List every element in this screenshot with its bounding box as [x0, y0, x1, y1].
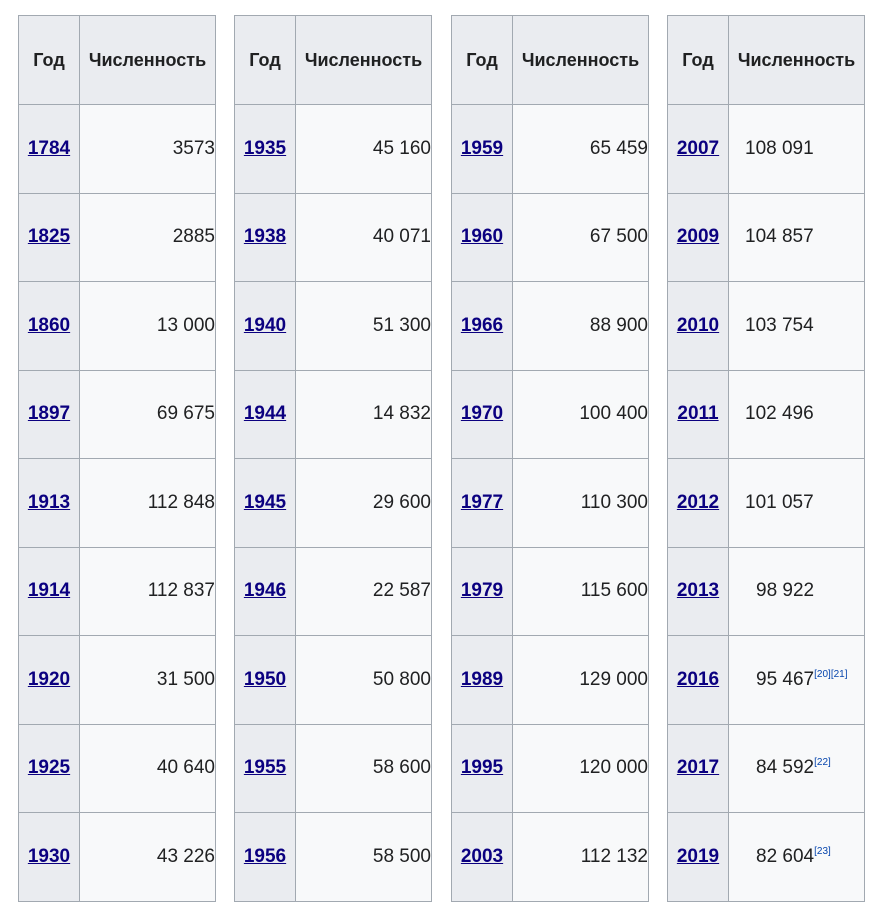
- year-link[interactable]: 1946: [243, 580, 287, 602]
- table-row: [668, 282, 865, 371]
- table-row: [452, 724, 649, 813]
- population-value: 29 600: [372, 491, 431, 513]
- population-value: 22 587: [372, 580, 431, 602]
- population-cell: [513, 636, 649, 725]
- table-row: [235, 636, 432, 725]
- population-value: 40 071: [372, 226, 431, 248]
- population-cell: [80, 282, 216, 371]
- year-link[interactable]: 1920: [27, 668, 71, 690]
- year-link[interactable]: 1960: [460, 226, 504, 248]
- population-value: 129 000: [579, 668, 648, 690]
- year-cell: [668, 547, 729, 636]
- reference-links: [814, 846, 831, 857]
- table-row: [19, 459, 216, 548]
- population-tables: [18, 15, 864, 901]
- table-row: [668, 370, 865, 459]
- year-cell: [668, 193, 729, 282]
- year-cell: [19, 813, 80, 902]
- population-cell: [729, 105, 865, 194]
- year-link[interactable]: 1825: [27, 226, 71, 248]
- table-row: [452, 813, 649, 902]
- population-value: 88 900: [589, 314, 648, 336]
- population-value: 43 226: [156, 845, 215, 867]
- reference-link[interactable]: [21]: [830, 668, 848, 680]
- year-link[interactable]: 2009: [676, 226, 720, 248]
- year-link[interactable]: 1913: [27, 491, 71, 513]
- year-cell: [19, 193, 80, 282]
- population-value: 101 057: [745, 491, 814, 513]
- population-value: 69 675: [156, 403, 215, 425]
- reference-link[interactable]: [22]: [814, 757, 831, 769]
- table-row: [19, 724, 216, 813]
- year-link[interactable]: 1995: [460, 757, 504, 779]
- year-link[interactable]: 1970: [460, 403, 504, 425]
- header-year: Год: [452, 16, 513, 105]
- header-population: Численность: [513, 16, 649, 105]
- table-row: [19, 370, 216, 459]
- population-cell: [513, 370, 649, 459]
- population-table-4: [667, 15, 865, 902]
- population-value: 100 400: [579, 403, 648, 425]
- year-cell: [235, 105, 296, 194]
- population-cell: [513, 813, 649, 902]
- year-cell: [235, 547, 296, 636]
- table-row: [235, 547, 432, 636]
- population-cell: [80, 724, 216, 813]
- table-row: [235, 193, 432, 282]
- reference-links: [814, 757, 831, 768]
- table-row: [235, 724, 432, 813]
- year-link[interactable]: 2012: [676, 491, 720, 513]
- table-row: [235, 370, 432, 459]
- population-cell: [729, 282, 865, 371]
- year-link[interactable]: 1955: [243, 757, 287, 779]
- population-cell: [296, 193, 432, 282]
- table-row: [19, 547, 216, 636]
- table-row: [19, 282, 216, 371]
- year-link[interactable]: 1945: [243, 491, 287, 513]
- year-cell: [235, 636, 296, 725]
- year-cell: [235, 459, 296, 548]
- population-cell: [296, 547, 432, 636]
- population-value: 67 500: [589, 226, 648, 248]
- reference-links: [814, 669, 847, 680]
- year-cell: [668, 370, 729, 459]
- year-link[interactable]: 1930: [27, 845, 71, 867]
- population-cell: [513, 724, 649, 813]
- year-link[interactable]: 2017: [676, 757, 720, 779]
- year-cell: [235, 282, 296, 371]
- year-link[interactable]: 2010: [676, 314, 720, 336]
- population-value: 115 600: [580, 580, 648, 602]
- year-cell: [668, 724, 729, 813]
- population-value: 58 600: [372, 757, 431, 779]
- year-link[interactable]: 1860: [27, 314, 71, 336]
- population-cell: [513, 105, 649, 194]
- population-value: 104 857: [745, 226, 814, 248]
- population-value: 65 459: [589, 137, 648, 159]
- population-value: 110 300: [580, 491, 648, 513]
- population-value: 58 500: [372, 845, 431, 867]
- population-value: 95 467: [756, 668, 815, 690]
- population-value: 51 300: [372, 314, 431, 336]
- year-link[interactable]: 2003: [460, 845, 504, 867]
- year-cell: [235, 724, 296, 813]
- table-row: [668, 636, 865, 725]
- population-cell: [513, 547, 649, 636]
- year-cell: [235, 813, 296, 902]
- population-cell: [296, 459, 432, 548]
- population-cell: [729, 724, 865, 813]
- year-link[interactable]: 1956: [243, 845, 287, 867]
- table-row: [668, 193, 865, 282]
- population-cell: [80, 193, 216, 282]
- year-link[interactable]: 1989: [460, 668, 504, 690]
- population-cell: [296, 636, 432, 725]
- table-row: [452, 547, 649, 636]
- year-cell: [19, 724, 80, 813]
- population-cell: [80, 105, 216, 194]
- population-cell: [513, 459, 649, 548]
- population-cell: [296, 105, 432, 194]
- year-link[interactable]: 2016: [676, 668, 720, 690]
- year-link[interactable]: 1897: [27, 403, 71, 425]
- population-cell: [80, 813, 216, 902]
- table-row: [452, 282, 649, 371]
- year-cell: [668, 459, 729, 548]
- population-value: 40 640: [156, 757, 215, 779]
- population-value: 112 837: [147, 580, 215, 602]
- population-cell: [80, 370, 216, 459]
- year-link[interactable]: 1940: [243, 314, 287, 336]
- year-cell: [19, 105, 80, 194]
- population-value: 98 922: [756, 580, 815, 602]
- table-row: [668, 813, 865, 902]
- population-cell: [80, 459, 216, 548]
- population-cell: [296, 282, 432, 371]
- population-cell: [80, 636, 216, 725]
- population-cell: [80, 547, 216, 636]
- reference-link[interactable]: [20]: [814, 668, 831, 680]
- year-cell: [19, 459, 80, 548]
- table-row: [452, 636, 649, 725]
- year-link[interactable]: 1935: [243, 137, 287, 159]
- year-cell: [452, 547, 513, 636]
- table-row: [19, 813, 216, 902]
- population-value: 2885: [172, 226, 215, 248]
- year-cell: [668, 636, 729, 725]
- population-value: 3573: [172, 137, 215, 159]
- year-cell: [452, 105, 513, 194]
- population-value: 50 800: [372, 668, 431, 690]
- table-row: [668, 547, 865, 636]
- year-cell: [668, 813, 729, 902]
- table-row: [452, 105, 649, 194]
- year-link[interactable]: 1950: [243, 668, 287, 690]
- table-row: [19, 105, 216, 194]
- year-link[interactable]: 1784: [27, 137, 71, 159]
- table-row: [235, 282, 432, 371]
- year-link[interactable]: 1959: [460, 137, 504, 159]
- population-table-3: [451, 15, 649, 902]
- table-row: [452, 459, 649, 548]
- table-row: [235, 459, 432, 548]
- year-cell: [452, 813, 513, 902]
- population-value: 31 500: [156, 668, 215, 690]
- year-cell: [235, 193, 296, 282]
- year-cell: [19, 636, 80, 725]
- year-cell: [452, 459, 513, 548]
- population-value: 14 832: [372, 403, 431, 425]
- population-value: 45 160: [372, 137, 431, 159]
- population-cell: [296, 370, 432, 459]
- population-value: 13 000: [156, 314, 215, 336]
- year-cell: [452, 282, 513, 371]
- population-cell: [729, 636, 865, 725]
- year-cell: [19, 282, 80, 371]
- header-year: Год: [668, 16, 729, 105]
- year-link[interactable]: 1925: [27, 757, 71, 779]
- header-year: Год: [235, 16, 296, 105]
- population-cell: [729, 813, 865, 902]
- year-cell: [452, 636, 513, 725]
- year-link[interactable]: 1938: [243, 226, 287, 248]
- population-value: 120 000: [579, 757, 648, 779]
- year-cell: [452, 370, 513, 459]
- table-row: [668, 105, 865, 194]
- year-link[interactable]: 1966: [460, 314, 504, 336]
- population-cell: [513, 282, 649, 371]
- population-table-2: [234, 15, 432, 902]
- year-link[interactable]: 1979: [460, 580, 504, 602]
- population-cell: [513, 193, 649, 282]
- year-link[interactable]: 2013: [676, 580, 720, 602]
- year-cell: [668, 282, 729, 371]
- population-table-1: [18, 15, 216, 902]
- table-row: [668, 724, 865, 813]
- header-population: Численность: [729, 16, 865, 105]
- population-cell: [729, 193, 865, 282]
- population-value: 108 091: [745, 137, 814, 159]
- table-row: [19, 193, 216, 282]
- table-row: [452, 370, 649, 459]
- population-cell: [729, 370, 865, 459]
- year-cell: [452, 724, 513, 813]
- year-cell: [19, 547, 80, 636]
- table-row: [19, 636, 216, 725]
- year-cell: [668, 105, 729, 194]
- year-cell: [452, 193, 513, 282]
- table-row: [452, 193, 649, 282]
- reference-link[interactable]: [23]: [814, 845, 831, 857]
- population-value: 112 848: [147, 491, 215, 513]
- year-link[interactable]: 1944: [243, 403, 287, 425]
- header-population: Численность: [296, 16, 432, 105]
- population-value: 112 132: [580, 845, 648, 867]
- year-link[interactable]: 2011: [677, 403, 719, 425]
- population-cell: [729, 459, 865, 548]
- population-cell: [729, 547, 865, 636]
- year-cell: [235, 370, 296, 459]
- header-population: Численность: [80, 16, 216, 105]
- table-row: [235, 813, 432, 902]
- population-value: 84 592: [756, 757, 815, 779]
- table-row: [668, 459, 865, 548]
- population-cell: [296, 813, 432, 902]
- table-row: [235, 105, 432, 194]
- header-year: Год: [19, 16, 80, 105]
- population-value: 82 604: [756, 845, 815, 867]
- year-link[interactable]: 2019: [676, 845, 720, 867]
- population-value: 103 754: [745, 314, 814, 336]
- year-link[interactable]: 1977: [460, 491, 504, 513]
- year-link[interactable]: 1914: [27, 580, 71, 602]
- population-value: 102 496: [745, 403, 814, 425]
- population-cell: [296, 724, 432, 813]
- year-cell: [19, 370, 80, 459]
- year-link[interactable]: 2007: [676, 137, 720, 159]
